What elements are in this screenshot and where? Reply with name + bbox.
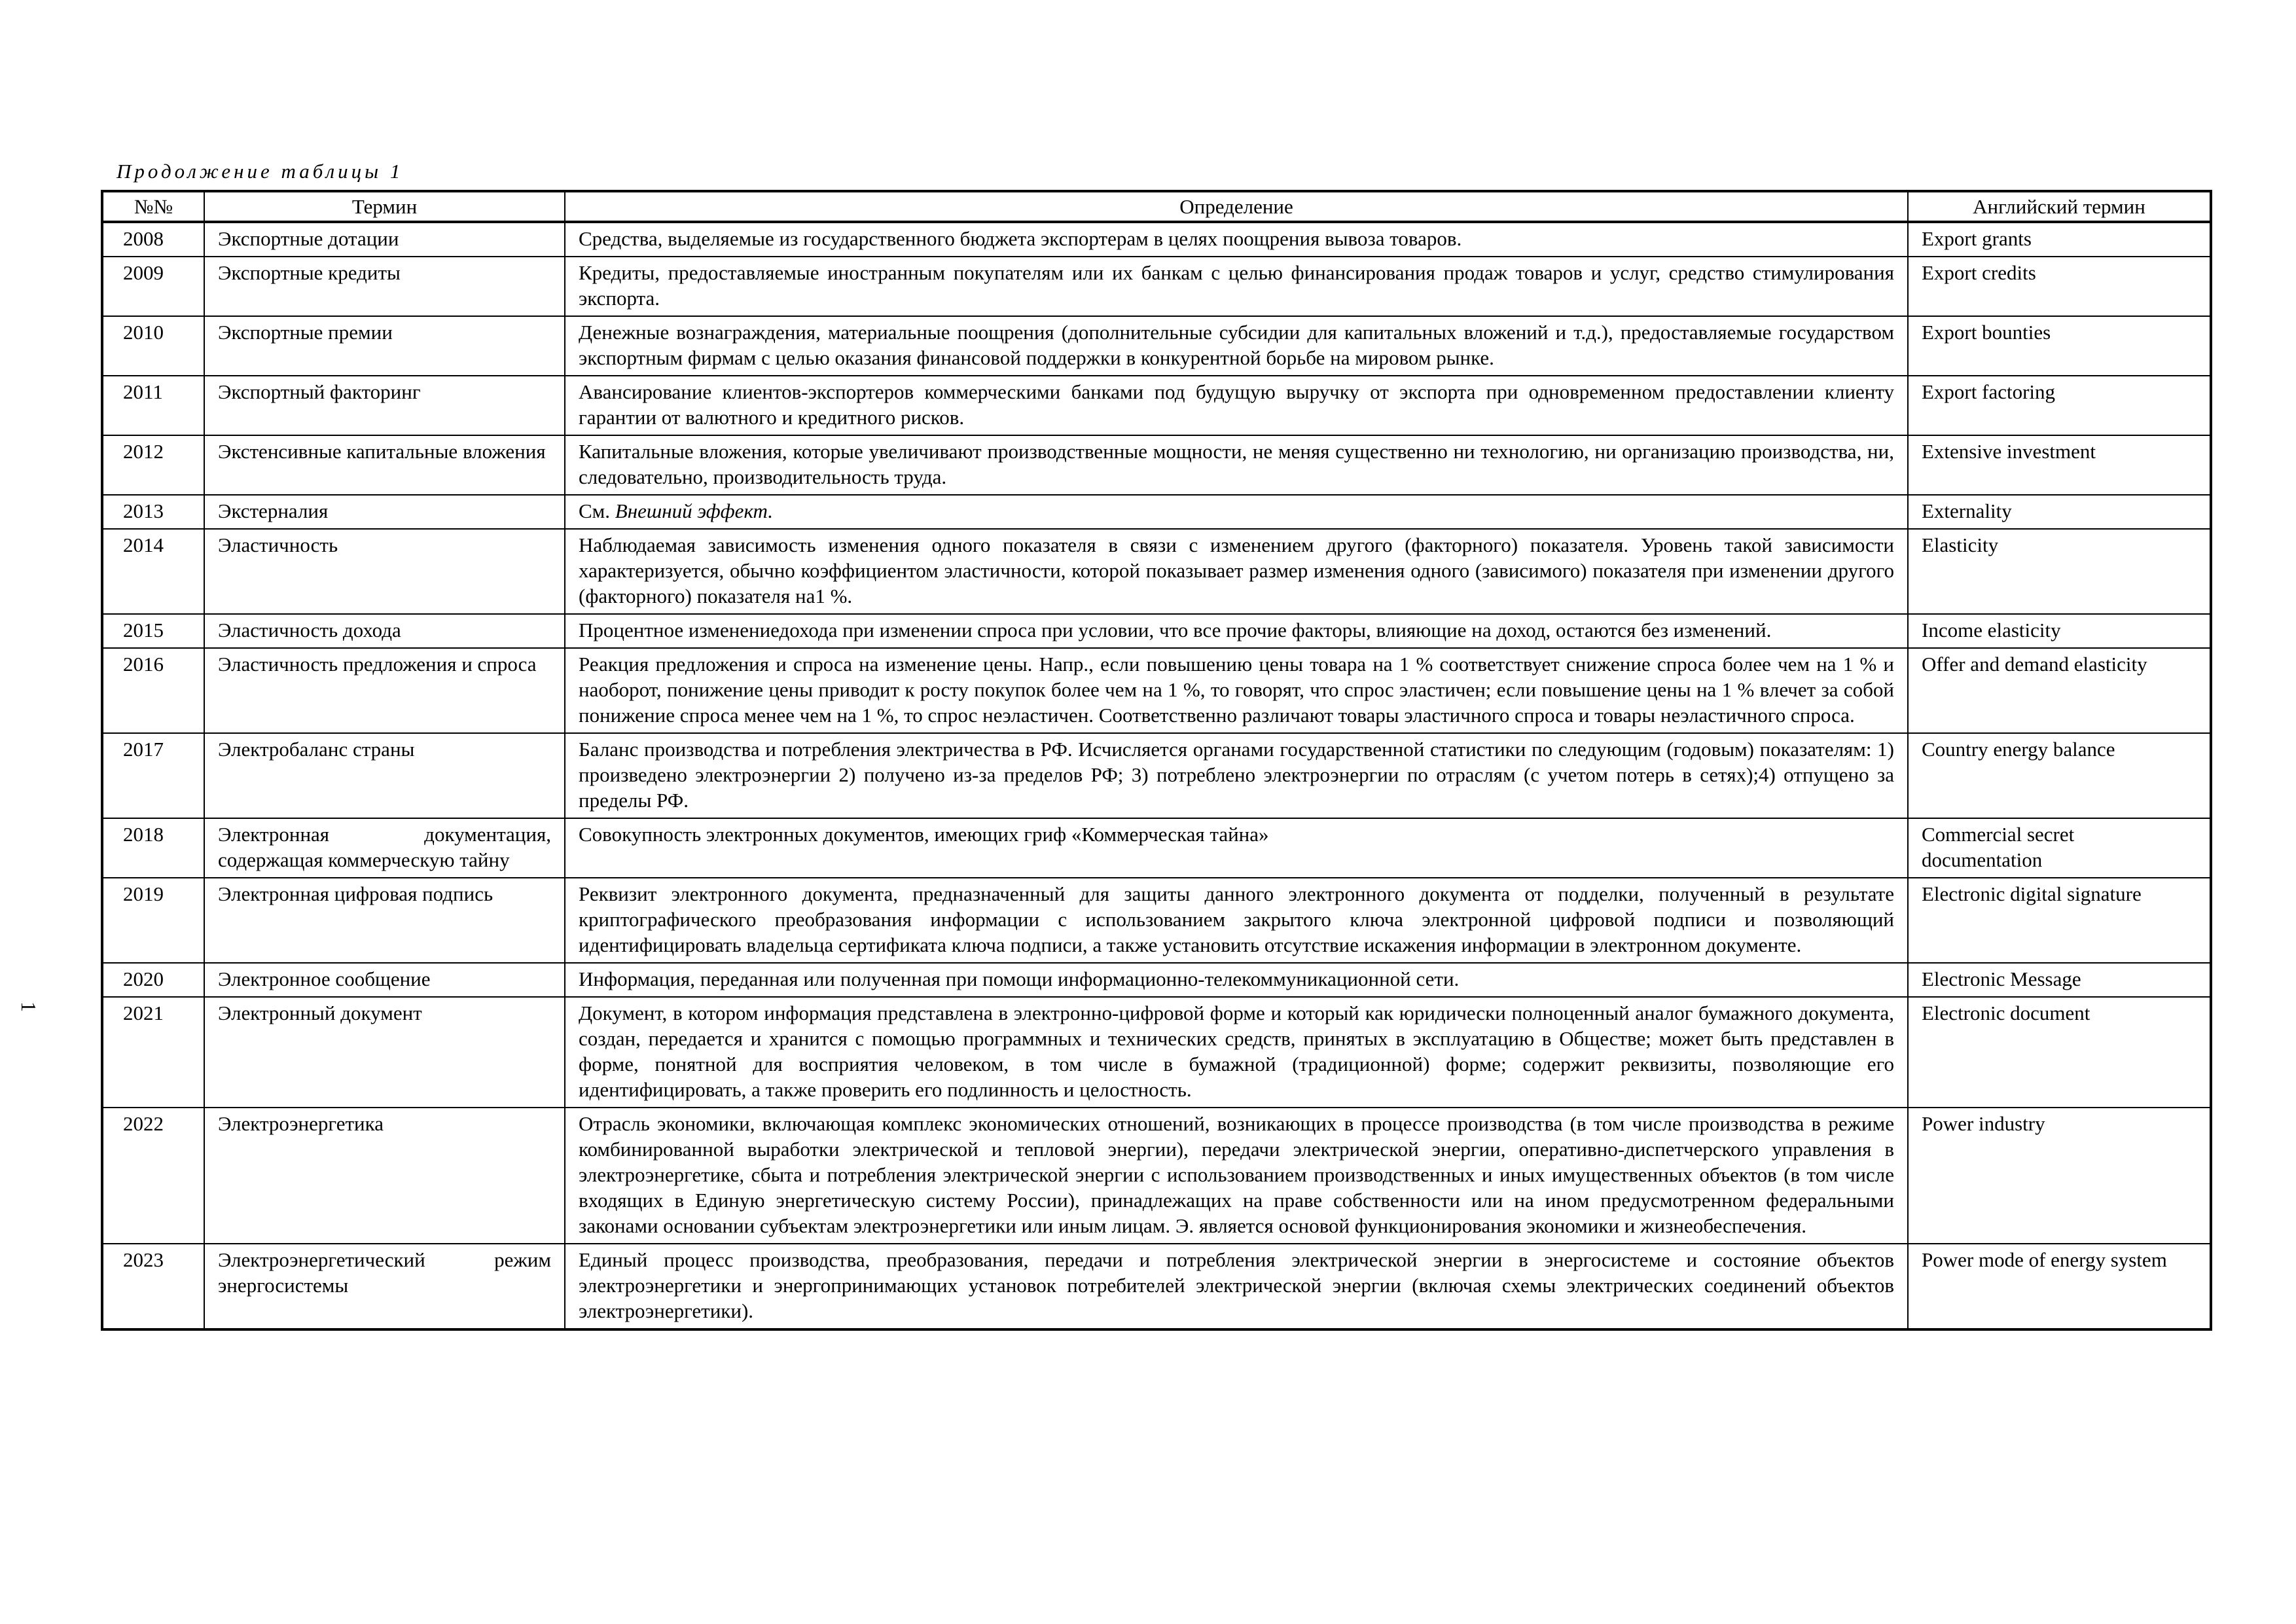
definition-cell: Баланс производства и потребления электричества в РФ. Исчисляется органами государственной статистики по следующим (годовым) показателям: 1) произведено электроэнергии 2) получено из-за пределов РФ; 3) потреблено электроэнергии по отраслям (с учетом потерь в сетях);4) отпущено за пределы РФ. <box>565 733 1908 818</box>
definition-cell: Процентное изменениедохода при изменении спроса при условии, что все прочие факторы, влияющие на доход, остаются без изменений. <box>565 614 1908 648</box>
term-cell: Экспортные дотации <box>204 222 565 257</box>
table-row <box>102 614 2211 648</box>
english-term-cell: Power industry <box>1908 1108 2211 1244</box>
english-term-cell: Offer and demand elasticity <box>1908 648 2211 733</box>
term-cell: Эластичность предложения и спроса <box>204 648 565 733</box>
definition-cell: Совокупность электронных документов, имеющих гриф «Коммерческая тайна» <box>565 818 1908 878</box>
row-number-cell: 2015 <box>102 614 204 648</box>
table-row <box>102 1244 2211 1329</box>
english-term-cell: Commercial secret documentation <box>1908 818 2211 878</box>
definition-text: См. <box>579 499 615 522</box>
term-cell: Электронный документ <box>204 997 565 1108</box>
table-row <box>102 435 2211 495</box>
definition-cell: Документ, в котором информация представлена в электронно-цифровой форме и который как юридически полноценный аналог бумажного документа, создан, передается и хранится с помощью программных и технических средств, принятых в эксплуатацию в Обществе; может быть представлен в форме, понятной для восприятия человеком, в том числе в бумажной (традиционной) форме; содержит реквизиты, позволяющие его идентифицировать, а также проверить его подлинность и целостность. <box>565 997 1908 1108</box>
term-cell: Электроэнергетика <box>204 1108 565 1244</box>
row-number-cell: 2013 <box>102 495 204 529</box>
header-term: Термин <box>204 191 565 222</box>
header-definition: Определение <box>565 191 1908 222</box>
english-term-cell: Externality <box>1908 495 2211 529</box>
table-row <box>102 257 2211 316</box>
english-term-cell: Export credits <box>1908 257 2211 316</box>
header-number: №№ <box>102 191 204 222</box>
row-number-cell: 2021 <box>102 997 204 1108</box>
term-cell: Электронное сообщение <box>204 963 565 997</box>
row-number-cell: 2011 <box>102 376 204 435</box>
english-term-cell: Export grants <box>1908 222 2211 257</box>
definition-cell: Отрасль экономики, включающая комплекс экономических отношений, возникающих в процессе производства (в том числе производства в режиме комбинированной выработки электрической и тепловой энергии), передачи электрической энергии, оперативно-диспетчерского управления в электроэнергетике, сбыта и потребления электрической энергии с использованием производственных и иных имущественных объектов (в том числе входящих в Единую энергетическую систему России), принадлежащих на праве собственности или на ином предусмотренном федеральными законами основании субъектам электроэнергетики или иным лицам. Э. является основой функционирования экономики и жизнеобеспечения. <box>565 1108 1908 1244</box>
english-term-cell: Electronic Message <box>1908 963 2211 997</box>
row-number-cell: 2014 <box>102 529 204 614</box>
row-number-cell: 2010 <box>102 316 204 376</box>
definition-cell <box>565 495 1908 529</box>
term-cell: Электронная документация, содержащая коммерческую тайну <box>204 818 565 878</box>
definition-cell: Реквизит электронного документа, предназначенный для защиты данного электронного документа от подделки, полученный в результате криптографического преобразования информации с использованием закрытого ключа электронной цифровой подписи и позволяющий идентифицировать владельца сертификата ключа подписи, а также установить отсутствие искажения информации в электронном документе. <box>565 878 1908 963</box>
glossary-table <box>101 190 2212 1331</box>
english-term-cell: Elasticity <box>1908 529 2211 614</box>
term-cell: Электронная цифровая подпись <box>204 878 565 963</box>
table-row <box>102 963 2211 997</box>
definition-cell: Авансирование клиентов-экспортеров коммерческими банками под будущую выручку от экспорта при одновременном предоставлении клиенту гарантии от валютного и кредитного рисков. <box>565 376 1908 435</box>
english-term-cell: Export factoring <box>1908 376 2211 435</box>
table-row <box>102 1108 2211 1244</box>
table-row <box>102 648 2211 733</box>
term-cell: Экстенсивные капитальные вложения <box>204 435 565 495</box>
table-row <box>102 878 2211 963</box>
term-cell: Экстерналия <box>204 495 565 529</box>
row-number-cell: 2020 <box>102 963 204 997</box>
table-row <box>102 495 2211 529</box>
table-body <box>102 222 2211 1329</box>
table-row <box>102 222 2211 257</box>
row-number-cell: 2008 <box>102 222 204 257</box>
definition-cell: Наблюдаемая зависимость изменения одного показателя в связи с изменением другого (факторного) показателя. Уровень такой зависимости характеризуется, обычно коэффициентом эластичности, которой показывает размер изменения одного (зависимого) показателя при изменении другого (факторного) показателя на1 %. <box>565 529 1908 614</box>
english-term-cell: Extensive investment <box>1908 435 2211 495</box>
table-row <box>102 376 2211 435</box>
term-cell: Эластичность <box>204 529 565 614</box>
definition-cell: Капитальные вложения, которые увеличивают производственные мощности, не меняя существенно ни технологию, ни организацию производства, ни, следовательно, производительность труда. <box>565 435 1908 495</box>
table-row <box>102 733 2211 818</box>
term-cell: Эластичность дохода <box>204 614 565 648</box>
definition-reference: Внешний эффект. <box>615 499 774 522</box>
table-row <box>102 529 2211 614</box>
row-number-cell: 2012 <box>102 435 204 495</box>
english-term-cell: Country energy balance <box>1908 733 2211 818</box>
definition-cell: Информация, переданная или полученная при помощи информационно-телекоммуникационной сети. <box>565 963 1908 997</box>
english-term-cell: Electronic digital signature <box>1908 878 2211 963</box>
table-row <box>102 316 2211 376</box>
row-number-cell: 2016 <box>102 648 204 733</box>
english-term-cell: Power mode of energy system <box>1908 1244 2211 1329</box>
english-term-cell: Income elasticity <box>1908 614 2211 648</box>
definition-cell: Единый процесс производства, преобразования, передачи и потребления электрической энергии в энергосистеме и состояние объектов электроэнергетики и энергопринимающих установок потребителей электрической энергии (включая схемы электрических соединений объектов электроэнергетики). <box>565 1244 1908 1329</box>
term-cell: Электробаланс страны <box>204 733 565 818</box>
english-term-cell: Export bounties <box>1908 316 2211 376</box>
definition-cell: Кредиты, предоставляемые иностранным покупателям или их банкам с целью финансирования продаж товаров и услуг, средство стимулирования экспорта. <box>565 257 1908 316</box>
row-number-cell: 2023 <box>102 1244 204 1329</box>
page-number: 1 <box>17 1001 41 1012</box>
table-caption: Продолжение таблицы 1 <box>117 160 404 183</box>
table-row <box>102 818 2211 878</box>
row-number-cell: 2009 <box>102 257 204 316</box>
term-cell: Экспортный факторинг <box>204 376 565 435</box>
definition-cell: Реакция предложения и спроса на изменение цены. Напр., если повышению цены товара на 1 % соответствует снижение спроса более чем на 1 % и наоборот, понижение цены приводит к росту покупок более чем на 1 %, то говорят, что спрос эластичен; если повышение цены на 1 % влечет за собой понижение спроса менее чем на 1 %, то спрос неэластичен. Соответственно различают товары эластичного спроса и товары неэластичного спроса. <box>565 648 1908 733</box>
english-term-cell: Electronic document <box>1908 997 2211 1108</box>
term-cell: Экспортные кредиты <box>204 257 565 316</box>
row-number-cell: 2019 <box>102 878 204 963</box>
term-cell: Электроэнергетический режим энергосистемы <box>204 1244 565 1329</box>
row-number-cell: 2018 <box>102 818 204 878</box>
row-number-cell: 2022 <box>102 1108 204 1244</box>
table-header-row <box>102 191 2211 222</box>
definition-cell: Средства, выделяемые из государственного бюджета экспортерам в целях поощрения вывоза товаров. <box>565 222 1908 257</box>
definition-cell: Денежные вознаграждения, материальные поощрения (дополнительные субсидии для капитальных вложений и т.д.), предоставляемые государством экспортным фирмам с целью оказания финансовой поддержки в конкурентной борьбе на мировом рынке. <box>565 316 1908 376</box>
header-english-term: Английский термин <box>1908 191 2211 222</box>
term-cell: Экспортные премии <box>204 316 565 376</box>
table-row <box>102 997 2211 1108</box>
row-number-cell: 2017 <box>102 733 204 818</box>
